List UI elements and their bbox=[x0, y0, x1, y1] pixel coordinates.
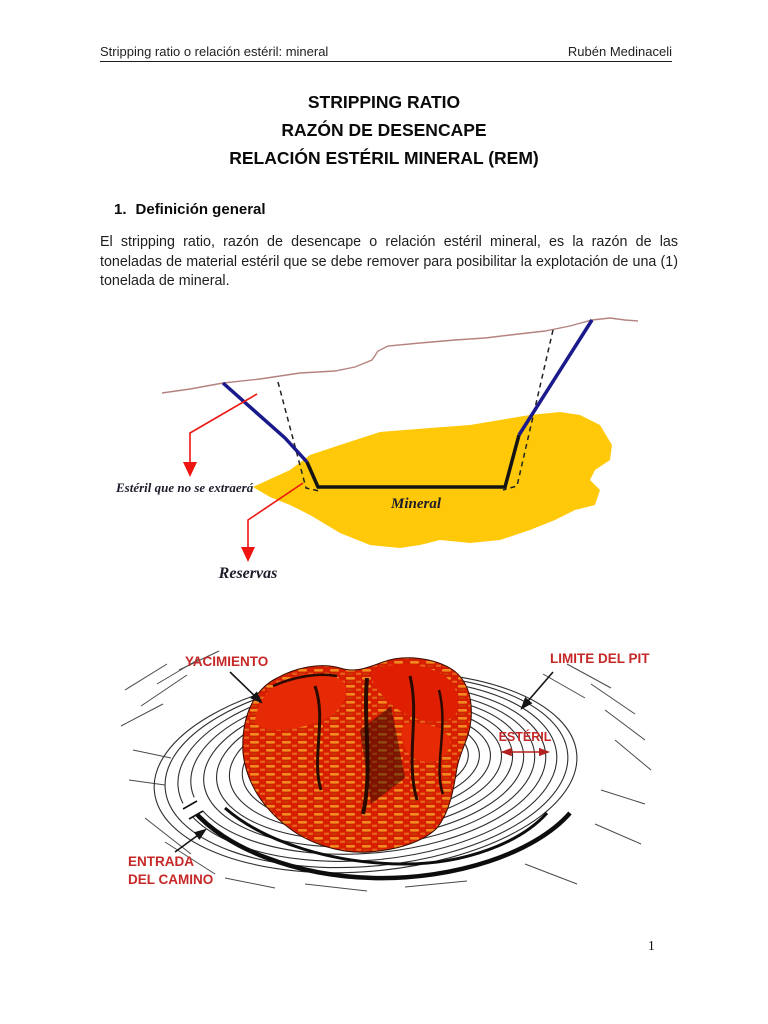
title-line-3: RELACIÓN ESTÉRIL MINERAL (REM) bbox=[229, 148, 539, 168]
definition-paragraph: El stripping ratio, razón de desencape o relación estéril mineral, es la razón de las toneladas de material estéril que se debe remover para posibilitar la explotación de una (1) tonelada de mineral. bbox=[100, 234, 678, 289]
title-line-1: STRIPPING RATIO bbox=[307, 92, 461, 112]
yacimiento-label: YACIMIENTO bbox=[185, 654, 269, 669]
entrada-camino-label-line1: ENTRADA bbox=[128, 854, 194, 869]
entrada-camino-label-line2: DEL CAMINO bbox=[128, 872, 214, 887]
terrain-line bbox=[162, 318, 638, 393]
section-number: 1. bbox=[114, 201, 127, 218]
esteril-label: Estéril que no se extraerá bbox=[116, 480, 254, 495]
reservas-label: Reservas bbox=[218, 565, 278, 582]
header-author: Rubén Medinaceli bbox=[567, 44, 672, 59]
figure2-open-pit-3d bbox=[105, 628, 655, 898]
section-heading bbox=[114, 201, 266, 218]
limite-del-pit-label: LIMITE DEL PIT bbox=[550, 651, 650, 666]
title-line-2: RAZÓN DE DESENCAPE bbox=[281, 120, 487, 140]
figure1-cross-section bbox=[110, 305, 650, 590]
ore-body bbox=[243, 658, 472, 852]
page-number: 1 bbox=[648, 938, 655, 953]
page-header bbox=[100, 44, 672, 62]
entrada-camino-arrow bbox=[175, 830, 205, 852]
road-entrance-notch bbox=[182, 794, 207, 819]
section-title: Definición general bbox=[135, 201, 266, 218]
yacimiento-arrow bbox=[230, 672, 261, 702]
header-running-title: Stripping ratio o relación estéril: mineral bbox=[100, 44, 329, 59]
esteril-band-label: ESTÉRIL bbox=[498, 730, 552, 744]
esteril-arrow bbox=[183, 394, 257, 477]
document-title bbox=[0, 88, 768, 172]
mineral-label: Mineral bbox=[390, 496, 442, 512]
mineral-body bbox=[253, 412, 612, 548]
